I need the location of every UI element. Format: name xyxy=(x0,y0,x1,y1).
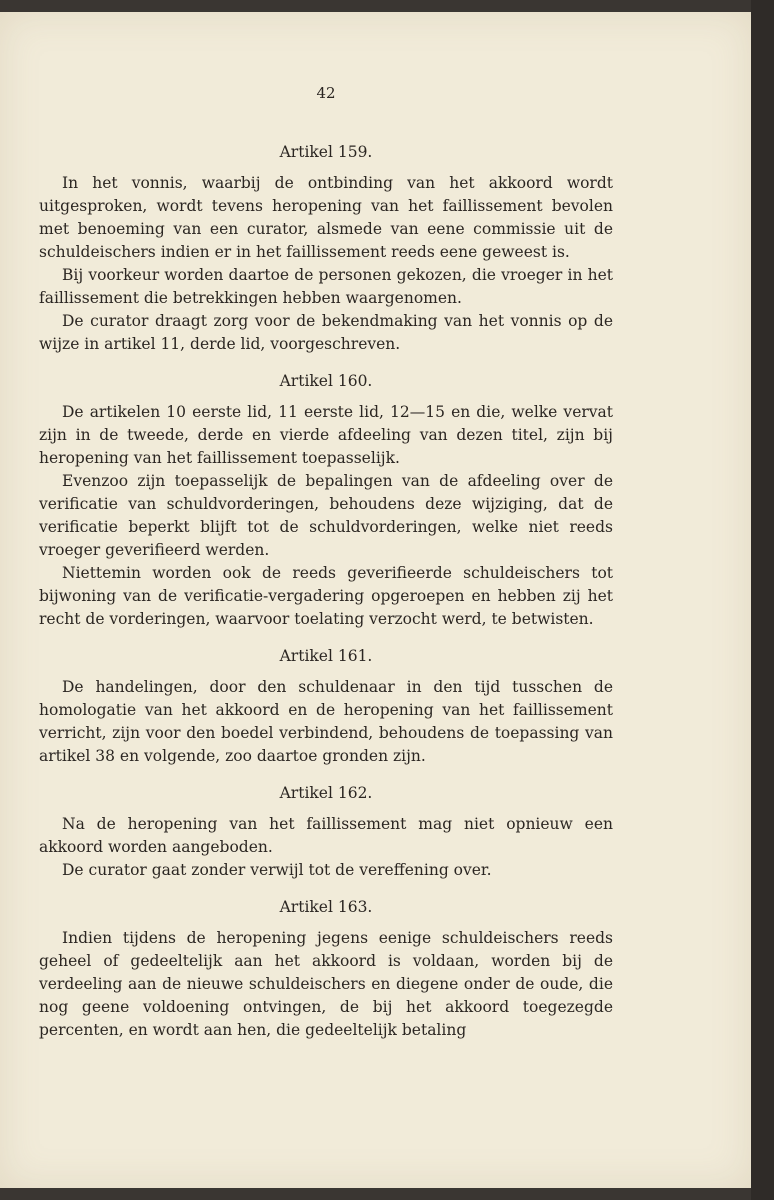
book-page xyxy=(0,12,751,1188)
article-161 xyxy=(39,645,613,768)
article-162 xyxy=(39,782,613,882)
article-paragraph: De handelingen, door den schuldenaar in den tijd tusschen de homologatie van het akkoord en de heropening van het faillissement verricht, zijn voor den boedel verbindend, behoudens de toepassing van artikel 38 en volgende, zoo daartoe gronden zijn. xyxy=(39,678,613,765)
article-heading: Artikel 159. xyxy=(279,143,373,161)
article-paragraph: In het vonnis, waarbij de ontbinding van het akkoord wordt uitgesproken, wordt tevens heropening van het faillissement bevolen met benoeming van een curator, alsmede van eene commissie uit de schuldeischers indien er in het faillissement reeds eene geweest is. xyxy=(39,174,613,261)
article-heading: Artikel 163. xyxy=(279,898,373,916)
article-paragraph: Indien tijdens de heropening jegens eenige schuldeischers reeds geheel of gedeeltelijk aan het akkoord is voldaan, worden bij de verdeeling aan de nieuwe schuldeischers en diegene onder de oude, die nog geene voldoening ontvingen, de bij het akkoord toegezegde percenten, en wordt aan hen, die gedeeltelijk betaling xyxy=(39,929,613,1039)
page-number: 42 xyxy=(316,84,336,102)
scan-border xyxy=(751,0,774,1200)
article-heading: Artikel 161. xyxy=(279,647,373,665)
article-heading: Artikel 162. xyxy=(279,784,373,802)
article-paragraph: Niettemin worden ook de reeds geverifieerde schuldeischers tot bijwoning van de verificatie-vergadering opgeroepen en hebben zij het recht de vorderingen, waarvoor toelating verzocht werd, te betwisten. xyxy=(39,564,613,628)
article-paragraph: Na de heropening van het faillissement mag niet opnieuw een akkoord worden aangeboden. xyxy=(39,815,613,856)
article-160 xyxy=(39,370,613,631)
article-159 xyxy=(39,141,613,356)
page-text xyxy=(39,74,613,1056)
article-paragraph: De artikelen 10 eerste lid, 11 eerste lid, 12—15 en die, welke vervat zijn in de tweede, derde en vierde afdeeling van dezen titel, zijn bij heropening van het faillissement toepasselijk. xyxy=(39,403,613,467)
article-163 xyxy=(39,896,613,1042)
article-paragraph: De curator gaat zonder verwijl tot de vereffening over. xyxy=(62,861,492,879)
article-paragraph: Evenzoo zijn toepasselijk de bepalingen van de afdeeling over de verificatie van schuldvorderingen, behoudens deze wijziging, dat de verificatie beperkt blijft tot de schuldvorderingen, welke niet reeds vroeger geverifieerd werden. xyxy=(39,472,613,559)
article-paragraph: De curator draagt zorg voor de bekendmaking van het vonnis op de wijze in artikel 11, derde lid, voorgeschreven. xyxy=(39,312,613,353)
article-heading: Artikel 160. xyxy=(279,372,373,390)
article-paragraph: Bij voorkeur worden daartoe de personen gekozen, die vroeger in het faillissement die betrekkingen hebben waargenomen. xyxy=(39,266,613,307)
